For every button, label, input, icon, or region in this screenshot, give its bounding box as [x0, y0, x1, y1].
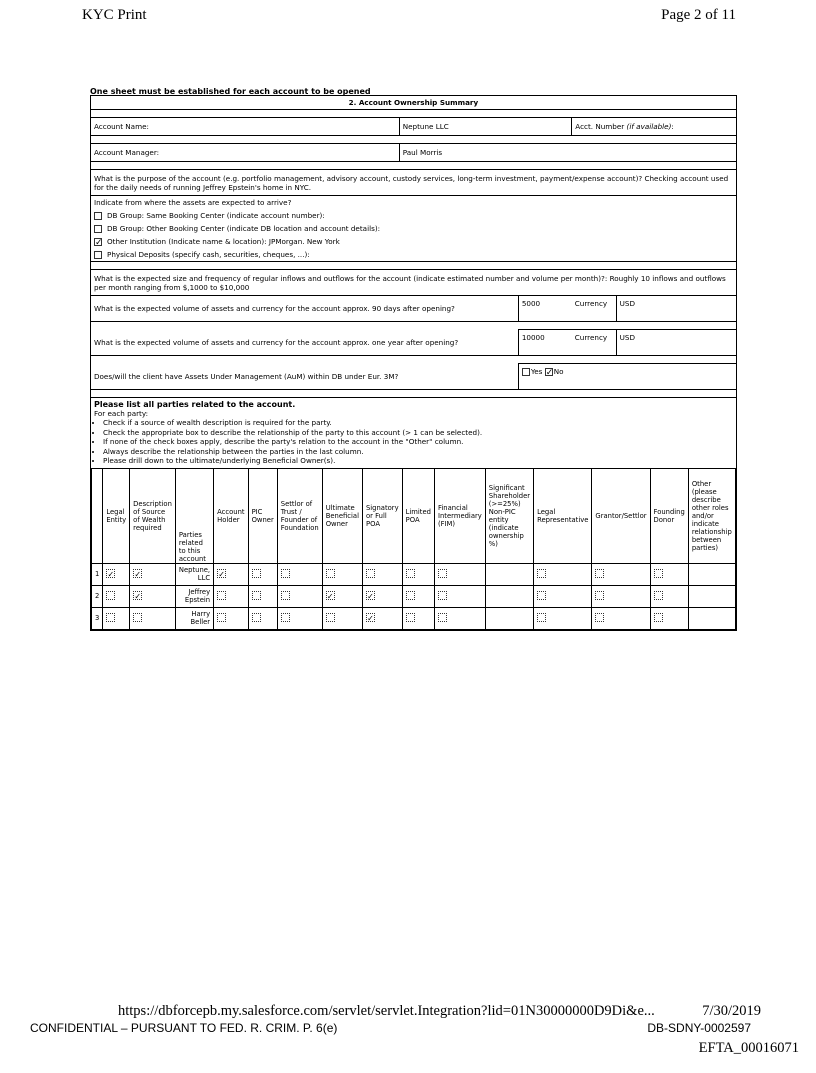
checkbox-checked-icon[interactable]: ✓	[107, 570, 115, 579]
checkbox-checked-icon[interactable]: ✓	[134, 570, 142, 579]
checkbox-icon[interactable]	[406, 591, 415, 600]
aum-options: Yes ✓No	[518, 364, 736, 390]
currency-label: Currency	[572, 296, 616, 322]
checkbox-icon[interactable]	[537, 569, 546, 578]
volume-90-days-value: 5000	[518, 296, 571, 322]
checkbox-checked-icon[interactable]: ✓	[367, 592, 374, 601]
col-settlor: Settlor of Trust / Founder of Foundation	[277, 468, 322, 563]
parties-header-row	[92, 468, 736, 563]
col-parties: Parties related to this account	[175, 468, 213, 563]
row-number: 3	[92, 607, 103, 629]
assets-origin-section	[91, 196, 737, 262]
checkbox-icon[interactable]	[537, 613, 546, 622]
option-other-booking-center[interactable]: DB Group: Other Booking Center (indicate DB location and account details):	[91, 222, 736, 235]
checkbox-icon[interactable]	[438, 591, 447, 600]
checkbox-icon[interactable]	[252, 569, 261, 578]
checkbox-icon[interactable]	[106, 613, 115, 622]
acct-number-label: Acct. Number (if available):	[572, 118, 736, 136]
bates-number: DB-SDNY-0002597	[647, 1021, 751, 1035]
purpose-question: What is the purpose of the account (e.g. portfolio management, advisory account, custody services, long-term investment, payment/expense account)? Checking account used for the daily needs of running Jeffrey Epstein's home in NYC.	[91, 170, 737, 196]
col-grantor: Grantor/Settlor	[592, 468, 650, 563]
col-account-holder: Account Holder	[214, 468, 248, 563]
instruction-item: • Check the appropriate box to describe the relationship of the party to this account (> 1 can be selected).	[103, 428, 733, 438]
checkbox-icon[interactable]	[438, 613, 447, 622]
instruction-item: • Check if a source of wealth description is required for the party.	[103, 418, 733, 428]
col-fim: Financial Intermediary (FIM)	[434, 468, 485, 563]
account-name-label: Account Name:	[91, 118, 400, 136]
checkbox-icon[interactable]	[326, 613, 335, 622]
checkbox-icon[interactable]	[133, 613, 142, 622]
checkbox-icon[interactable]	[654, 569, 663, 578]
col-signatory: Signatory or Full POA	[362, 468, 402, 563]
account-manager-label: Account Manager:	[91, 144, 400, 162]
checkbox-icon[interactable]	[595, 569, 604, 578]
footer-date: 7/30/2019	[702, 1003, 761, 1019]
form-title: 2. Account Ownership Summary	[91, 96, 737, 110]
col-ubo: Ultimate Beneficial Owner	[322, 468, 362, 563]
print-header-title: KYC Print	[82, 7, 147, 23]
checkbox-icon[interactable]	[406, 613, 415, 622]
flows-question: What is the expected size and frequency of regular inflows and outflows for the account (indicate estimated number and volume per month)?: Roughly 10 inflows and outflows per month ranging from $,1000 to $10,000	[91, 270, 737, 296]
checkbox-icon[interactable]	[252, 613, 261, 622]
instruction-item: • If none of the check boxes apply, describe the party's relation to the account in the "Other" column.	[103, 437, 733, 447]
option-other-institution[interactable]: ✓ Other Institution (Indicate name & location): JPMorgan. New York	[95, 237, 340, 248]
col-limited-poa: Limited POA	[402, 468, 434, 563]
checkbox-icon[interactable]	[94, 212, 102, 220]
aum-yes-checkbox[interactable]	[522, 368, 530, 376]
checkbox-icon[interactable]	[366, 569, 375, 578]
footer-url: https://dbforcepb.my.salesforce.com/servlet/servlet.Integration?lid=01N30000000D9Di&e...	[118, 1003, 655, 1019]
col-source-of-wealth: Description of Source of Wealth required	[130, 468, 176, 563]
parties-section	[91, 398, 737, 631]
account-manager-value: Paul Morris	[399, 144, 736, 162]
account-ownership-form	[90, 95, 737, 631]
currency-label: Currency	[572, 330, 616, 356]
checkbox-icon[interactable]	[595, 613, 604, 622]
option-same-booking-center[interactable]: DB Group: Same Booking Center (indicate account number):	[91, 209, 736, 222]
volume-90-days-label: What is the expected volume of assets and currency for the account approx. 90 days after opening?	[91, 296, 519, 322]
aum-question: Does/will the client have Assets Under Management (AuM) within DB under Eur. 3M?	[91, 364, 519, 390]
checkbox-icon[interactable]	[94, 251, 102, 259]
checkbox-icon[interactable]	[281, 569, 290, 578]
col-founding-donor: Founding Donor	[650, 468, 688, 563]
checkbox-icon[interactable]	[537, 591, 546, 600]
option-physical-deposits[interactable]: Physical Deposits (specify cash, securities, cheques, ...):	[91, 248, 736, 261]
table-row	[92, 607, 736, 629]
checkbox-icon[interactable]	[94, 225, 102, 233]
party-name: Harry Beller	[175, 607, 213, 629]
assets-origin-label: Indicate from where the assets are expected to arrive?	[94, 198, 292, 207]
table-row	[92, 563, 736, 585]
currency-value: USD	[616, 296, 736, 322]
volume-1-year-label: What is the expected volume of assets and currency for the account approx. one year after opening?	[91, 330, 519, 356]
party-name: Neptune, LLC	[175, 563, 213, 585]
for-each-party: For each party:	[94, 409, 149, 418]
col-significant-shareholder: Significant Shareholder (>=25%) Non-PIC entity (indicate ownership %)	[485, 468, 533, 563]
checkbox-checked-icon[interactable]: ✓	[367, 614, 374, 623]
col-legal-representative: Legal Representative	[534, 468, 592, 563]
checkbox-icon[interactable]	[438, 569, 447, 578]
col-other: Other (please describe other roles and/or indicate relationship between parties)	[688, 468, 735, 563]
parties-table	[91, 468, 736, 630]
checkbox-icon[interactable]	[106, 591, 115, 600]
checkbox-icon[interactable]	[654, 591, 663, 600]
checkbox-checked-icon[interactable]: ✓	[218, 570, 225, 579]
currency-value: USD	[616, 330, 736, 356]
aum-no-checkbox-checked-icon[interactable]: ✓	[545, 368, 554, 378]
parties-heading: Please list all parties related to the account.	[94, 400, 296, 409]
page-number: Page 2 of 11	[661, 7, 736, 23]
checkbox-checked-icon[interactable]: ✓	[326, 592, 334, 601]
instruction-item: • Always describe the relationship between the parties in the last column.	[103, 447, 733, 457]
checkbox-icon[interactable]	[281, 591, 290, 600]
row-number: 1	[92, 563, 103, 585]
volume-1-year-value: 10000	[518, 330, 571, 356]
checkbox-icon[interactable]	[654, 613, 663, 622]
checkbox-icon[interactable]	[217, 613, 226, 622]
form-caption: One sheet must be established for each account to be opened	[90, 87, 371, 96]
checkbox-icon[interactable]	[252, 591, 261, 600]
confidential-notice: CONFIDENTIAL – PURSUANT TO FED. R. CRIM. P. 6(e)	[30, 1021, 338, 1035]
instruction-item: • Please drill down to the ultimate/underlying Beneficial Owner(s).	[103, 456, 733, 466]
party-name: Jeffrey Epstein	[175, 585, 213, 607]
checkbox-icon[interactable]	[406, 569, 415, 578]
col-pic-owner: PIC Owner	[248, 468, 277, 563]
checkbox-icon[interactable]	[281, 613, 290, 622]
account-name-value: Neptune LLC	[399, 118, 572, 136]
checkbox-checked-icon[interactable]: ✓	[95, 237, 103, 248]
checkbox-checked-icon[interactable]: ✓	[134, 592, 142, 601]
instructions-list	[94, 418, 733, 466]
checkbox-icon[interactable]	[595, 591, 604, 600]
efta-number: EFTA_00016071	[698, 1040, 799, 1056]
table-row	[92, 585, 736, 607]
checkbox-icon[interactable]	[217, 591, 226, 600]
checkbox-icon[interactable]	[326, 569, 335, 578]
row-number: 2	[92, 585, 103, 607]
col-legal-entity: Legal Entity	[103, 468, 130, 563]
